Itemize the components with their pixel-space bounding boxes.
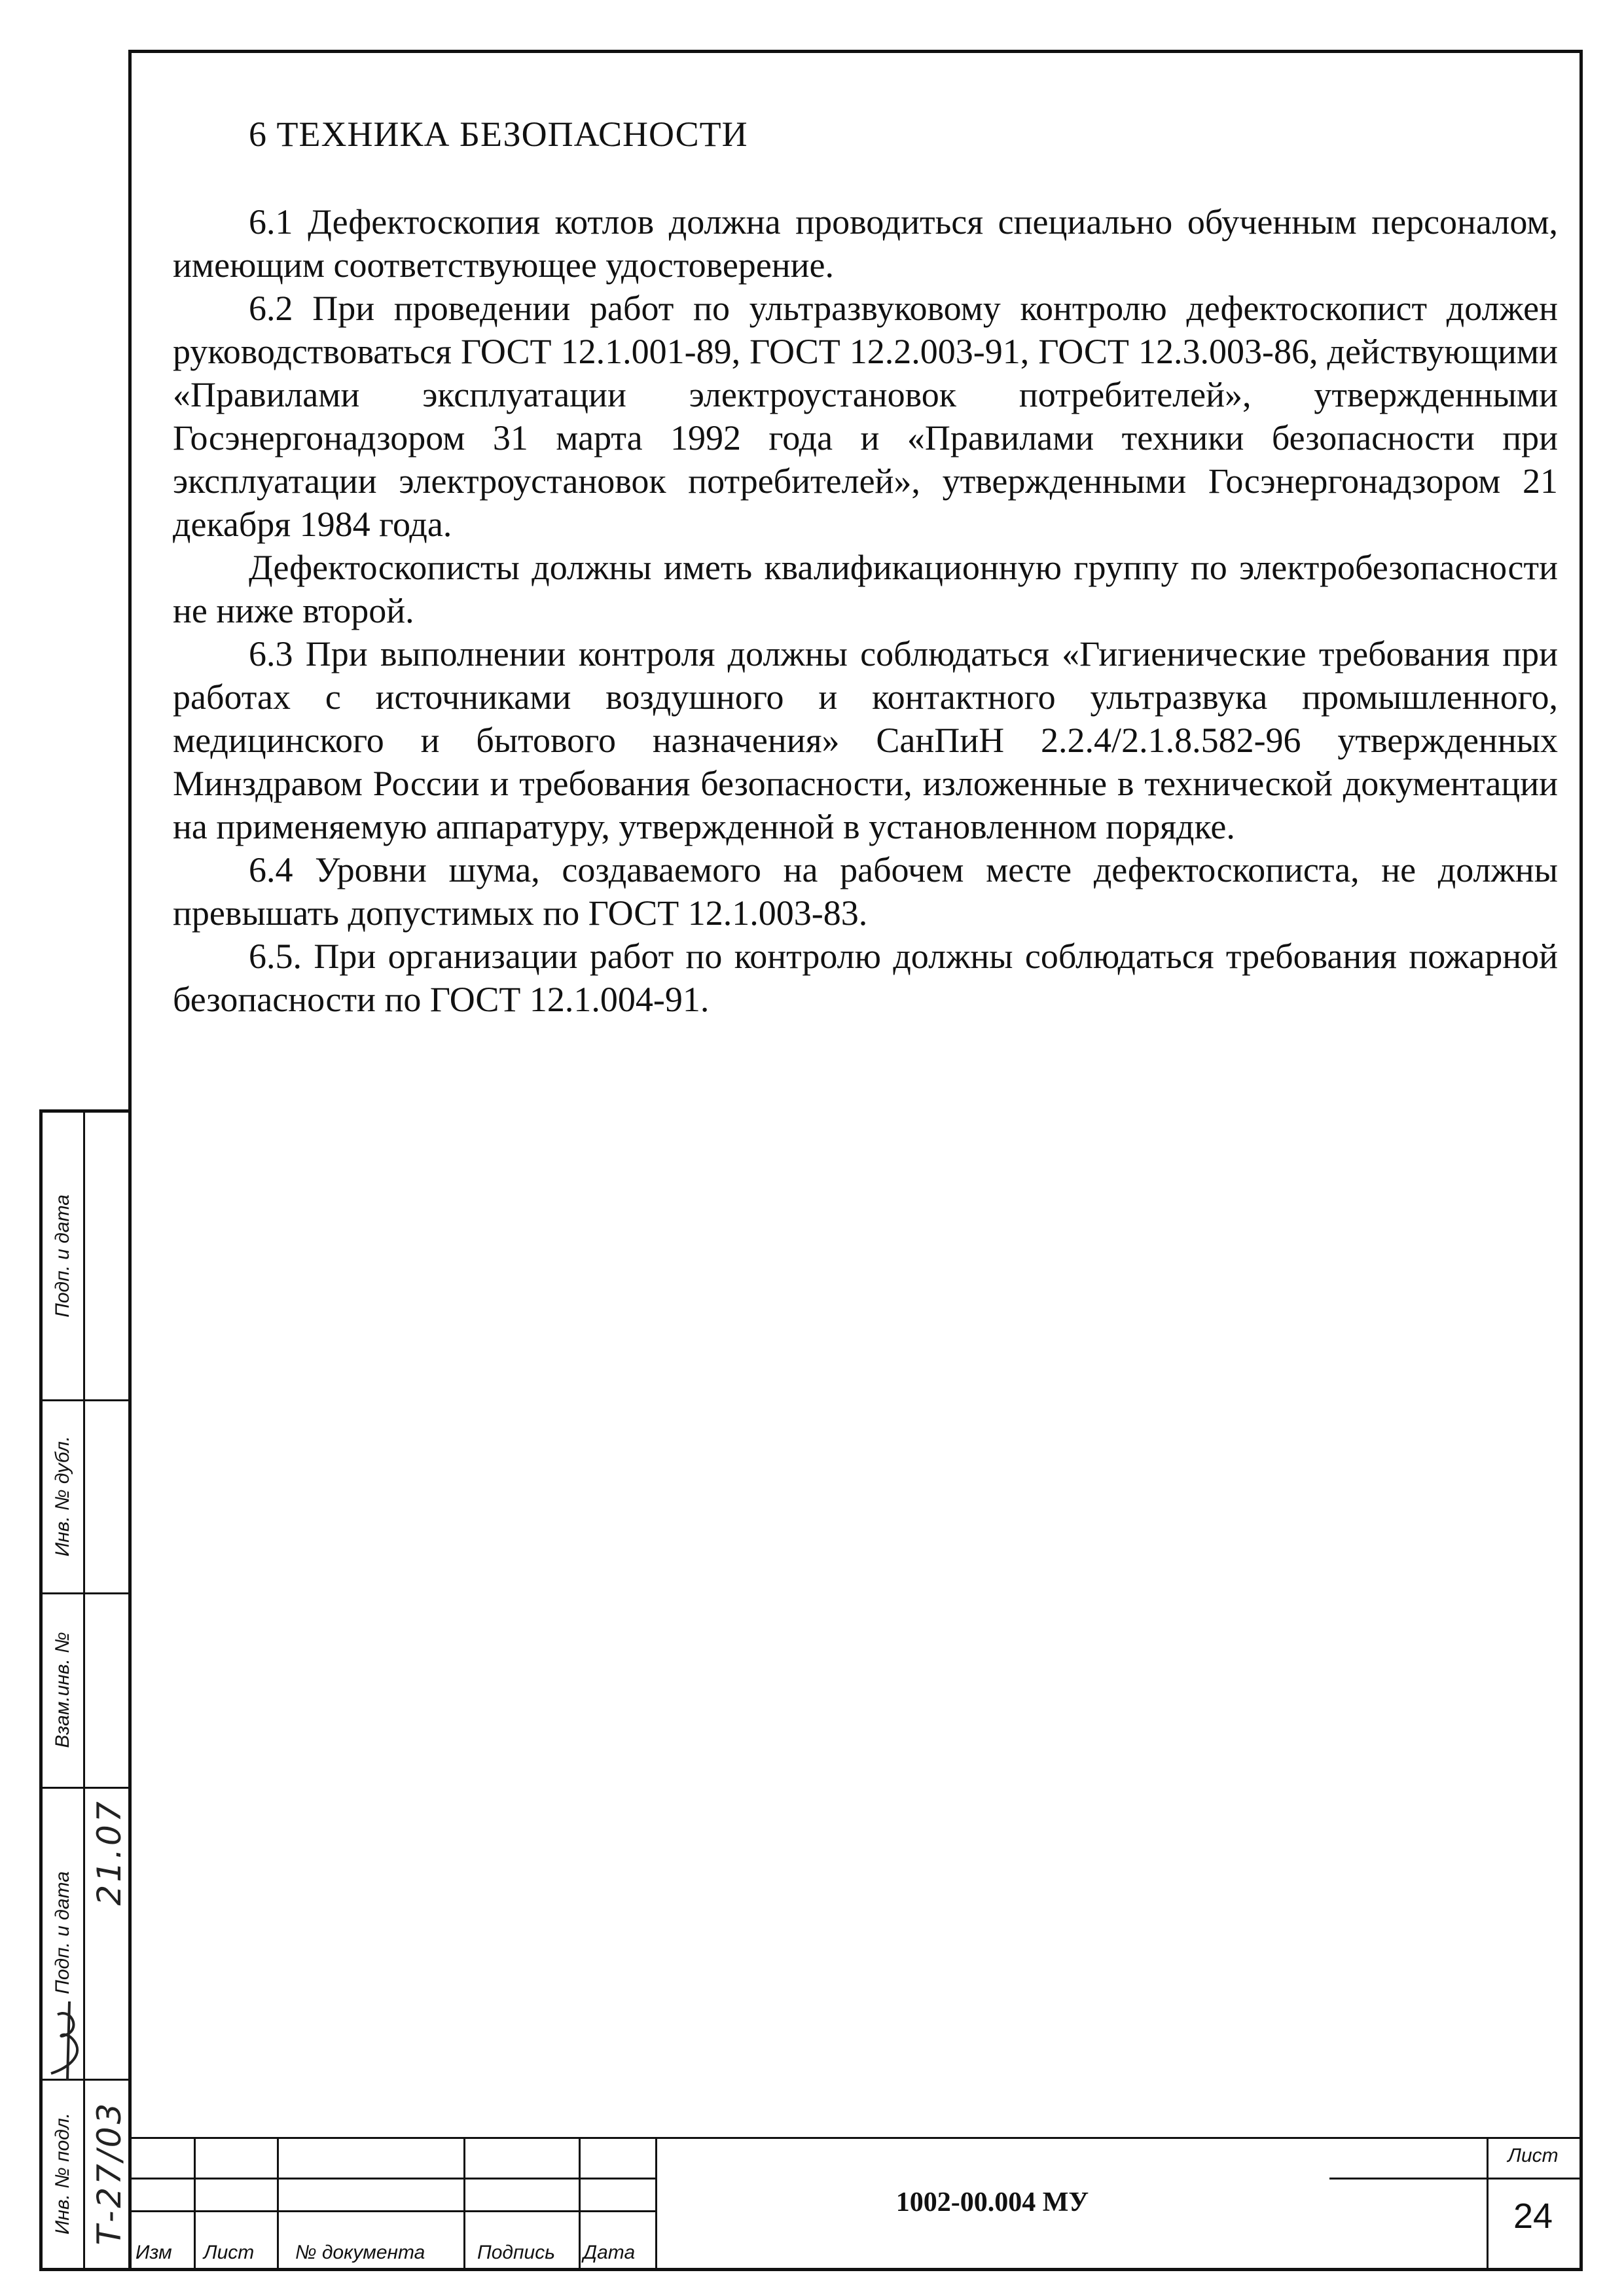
tb-col-doc-number: № документа — [295, 2242, 425, 2263]
document-code: 1002-00.004 МУ — [895, 2187, 1089, 2217]
side-label-dup-inv: Инв. № дубл. — [52, 1435, 73, 1556]
tb-col-line — [194, 2137, 196, 2268]
side-label-sign-date: Подп. и дата — [52, 1194, 73, 1318]
signature-mark — [45, 1995, 90, 2087]
side-stamp — [39, 1109, 132, 2271]
tb-col-date: Дата — [583, 2242, 636, 2263]
paragraph-qualification: Дефектоскописты должны иметь квалификационную группу по электробезопасности не ниже второй. — [173, 548, 1558, 630]
tb-sheet-line — [1329, 2178, 1579, 2179]
paragraph-6-5: 6.5. При организации работ по контролю должны соблюдаться требования пожарной безопасности по ГОСТ 12.1.004-91. — [173, 937, 1558, 1019]
section-heading: 6 ТЕХНИКА БЕЗОПАСНОСТИ — [249, 115, 748, 154]
tb-top-line — [132, 2137, 1579, 2139]
tb-row-line — [132, 2210, 655, 2212]
tb-col-line — [579, 2137, 581, 2268]
paragraph-6-1: 6.1 Дефектоскопия котлов должна проводиться специально обученным персоналом, имеющим соответствующее удостоверение. — [173, 202, 1558, 285]
side-label-replace-inv: Взам.инв. № — [52, 1631, 73, 1748]
tb-col-change: Изм — [135, 2242, 172, 2263]
sheet-label: Лист — [1507, 2145, 1559, 2166]
handwritten-date: 21.07 — [90, 1799, 128, 1906]
paragraph-6-4: 6.4 Уровни шума, создаваемого на рабочем месте дефектоскописта, не должны превышать допустимых по ГОСТ 12.1.003-83. — [173, 850, 1558, 933]
tb-col-signature: Подпись — [477, 2242, 555, 2263]
side-label-orig-inv: Инв. № подл. — [52, 2112, 73, 2235]
sheet-number: 24 — [1513, 2197, 1553, 2236]
paragraph-6-3: 6.3 При выполнении контроля должны соблюдаться «Гигиенические требования при работах с источниками воздушного и контактного ультразвука промышленного, медицинского и бытового назначения» СанПиН 2.2.4/2.1.8.582-96 утвержденных Минздравом России и требования безопасности, изложенные в технической документации на применяемую аппаратуру, утвержденной в установленном порядке. — [173, 634, 1558, 846]
paragraph-6-2: 6.2 При проведении работ по ультразвуковому контролю дефектоскопист должен руководствоваться ГОСТ 12.1.001-89, ГОСТ 12.2.003-91, ГОСТ 12.3.003-86, действующими «Правилами эксплуатации электроустановок потребителей», утвержденными Госэнергонадзором 31 марта 1992 года и «Правилами техники безопасности при эксплуатации электроустановок потребителей», утвержденными Госэнергонадзором 21 декабря 1984 года. — [173, 289, 1558, 544]
title-block — [132, 2137, 1579, 2268]
side-label-sign-date-2: Подп. и дата — [52, 1871, 73, 1994]
tb-col-sheet: Лист — [204, 2242, 255, 2263]
tb-col-line — [277, 2137, 279, 2268]
handwritten-inventory: Т-27/03 — [90, 2100, 128, 2246]
body-text — [173, 200, 1558, 1021]
tb-col-line — [463, 2137, 465, 2268]
tb-row-line — [132, 2178, 655, 2179]
